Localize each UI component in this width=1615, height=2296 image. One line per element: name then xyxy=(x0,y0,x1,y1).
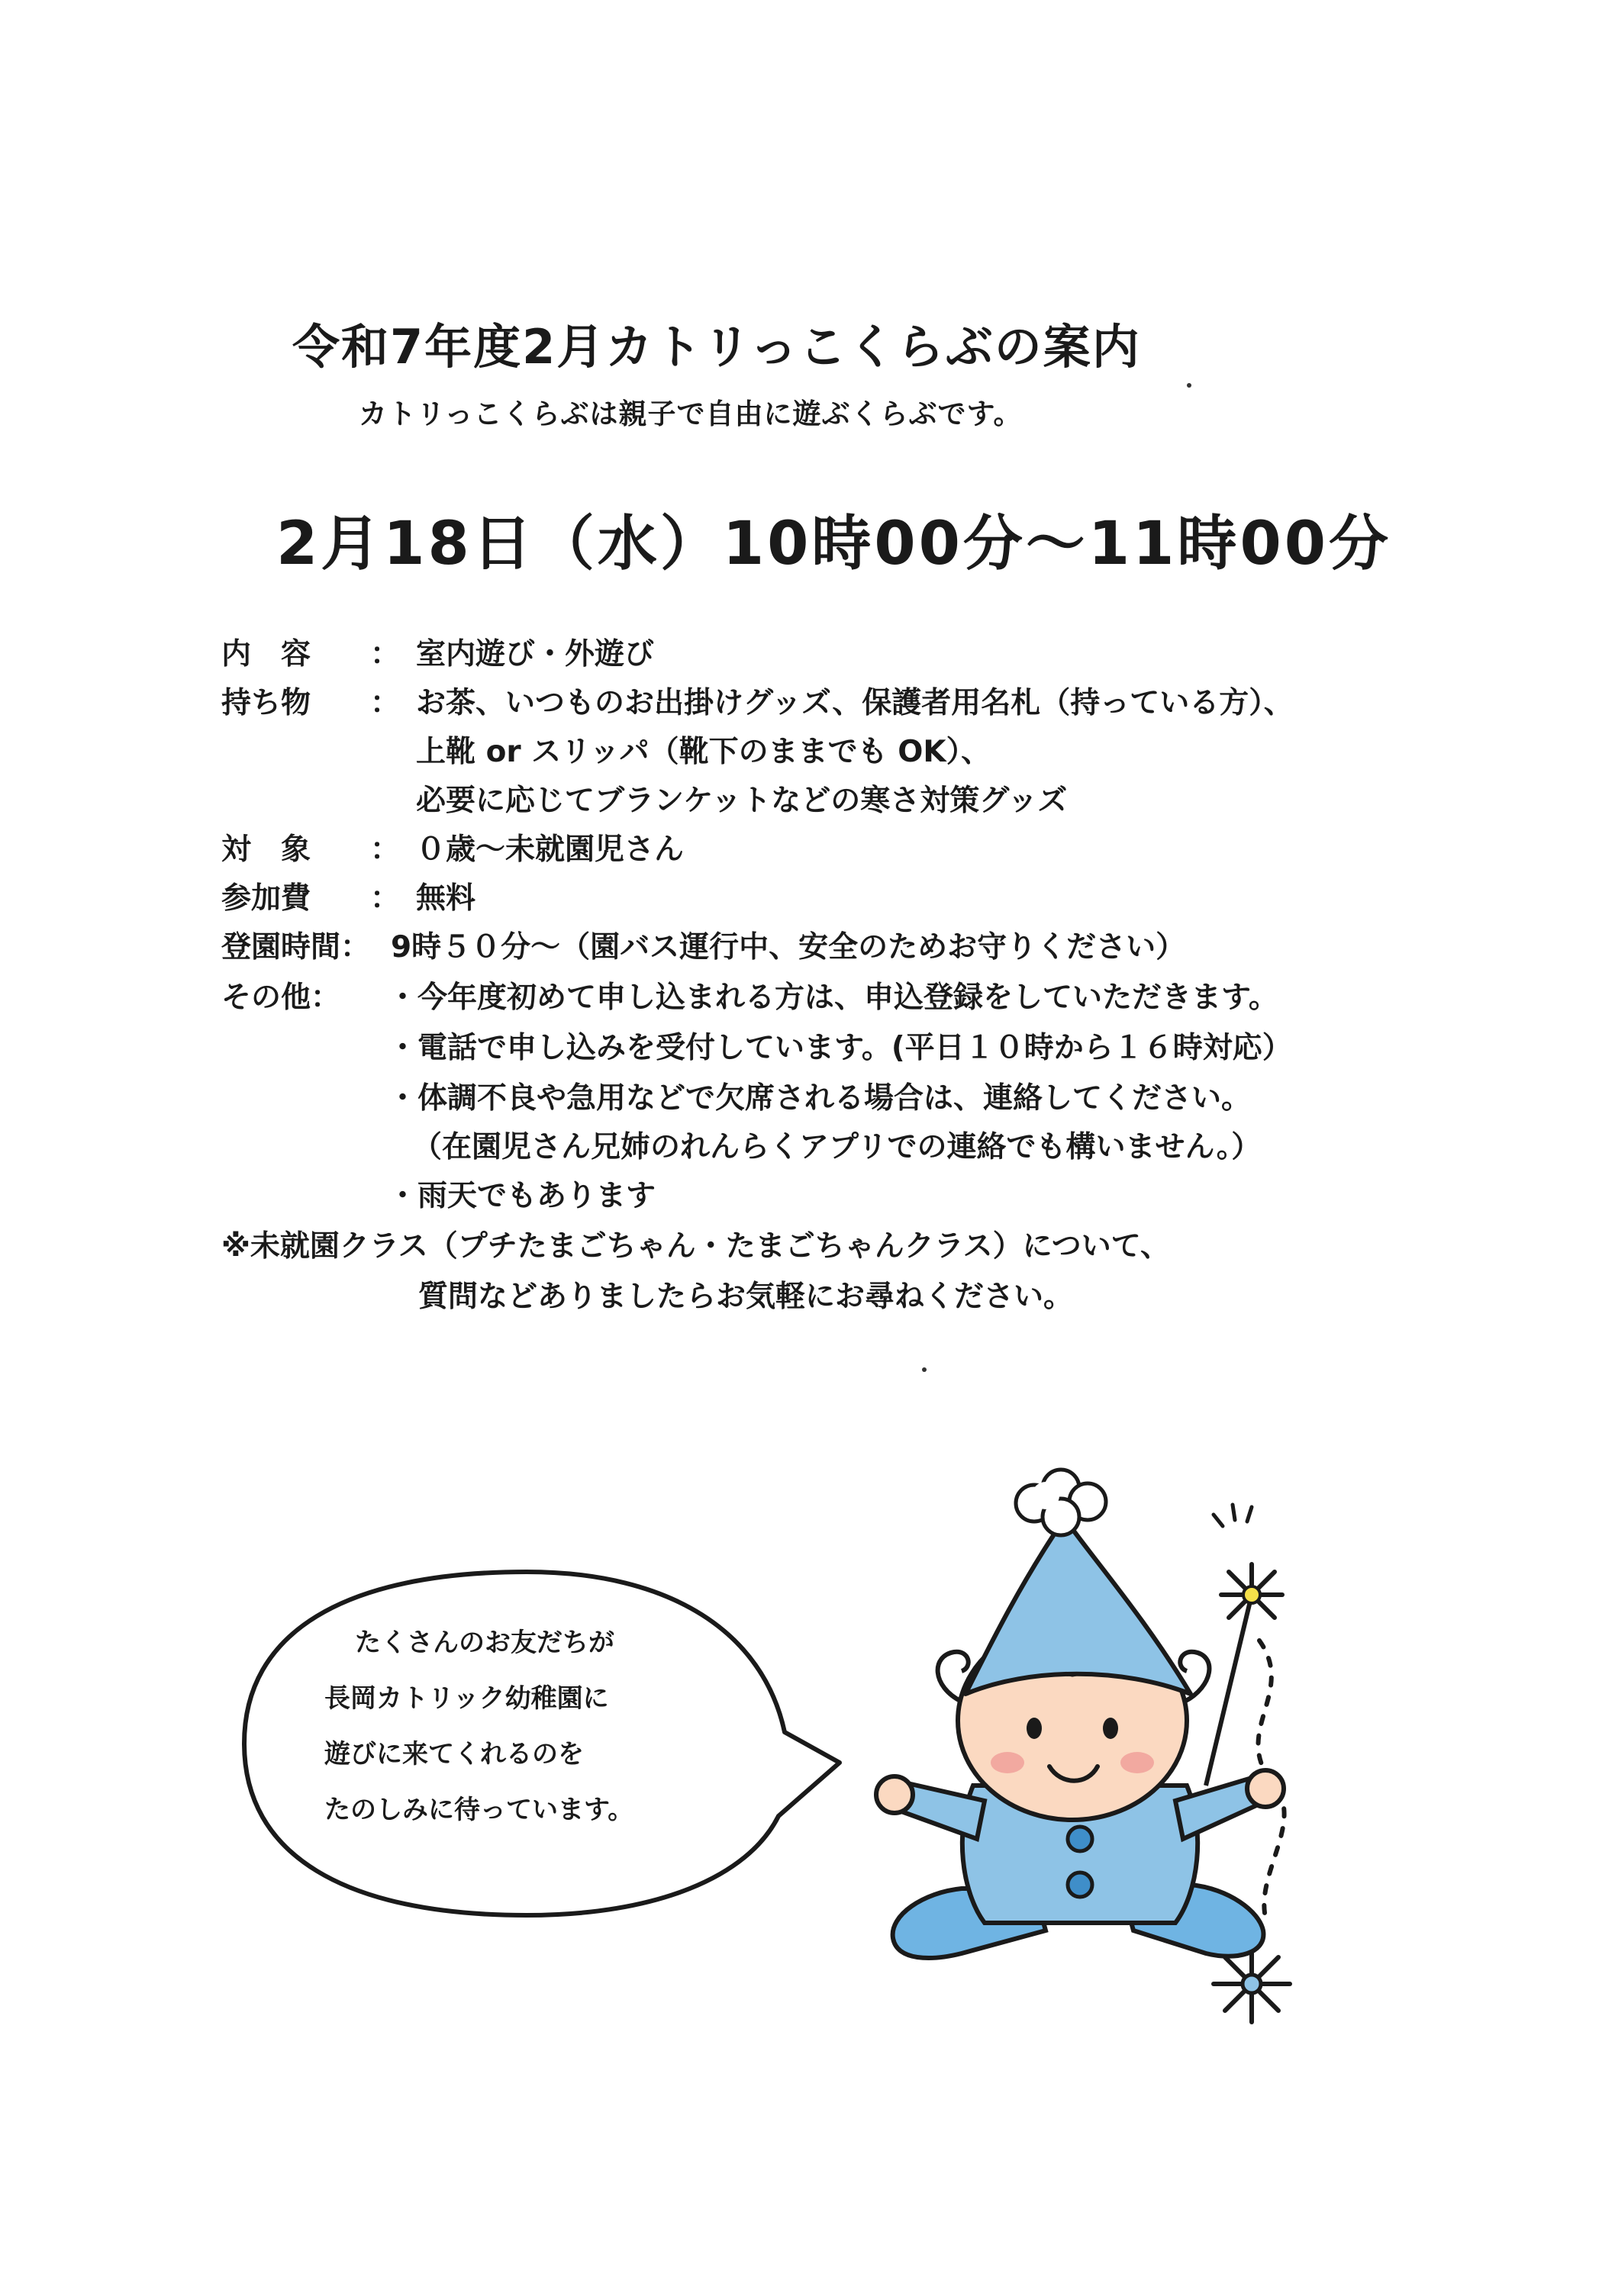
content-label: 内 容 xyxy=(221,637,311,671)
bubble-line: 長岡カトリック幼稚園に xyxy=(324,1683,609,1714)
scan-speck xyxy=(922,1367,927,1372)
other-line: ・雨天でもあります xyxy=(388,1179,656,1213)
belongings-line: 上靴 or スリッパ（靴下のままでも OK）、 xyxy=(416,735,991,769)
page-title: 令和7年度2月カトリっこくらぶの案内 xyxy=(292,319,1141,375)
other-line: ・電話で申し込みを受付しています。(平日１０時から１６時対応） xyxy=(388,1031,1292,1065)
fee-colon: ： xyxy=(370,881,401,916)
fee-label: 参加費 xyxy=(221,881,311,916)
content-colon: ： xyxy=(370,637,401,671)
other-line: （在園児さん兄姉のれんらくアプリでの連絡でも構いません。） xyxy=(412,1130,1262,1164)
page-subtitle: カトリっこくらぶは親子で自由に遊ぶくらぶです。 xyxy=(359,398,1023,430)
belongings-label: 持ち物 xyxy=(221,686,311,720)
bubble-line: 遊びに来てくれるのを xyxy=(324,1739,584,1769)
belongings-line: お茶、いつものお出掛けグッズ、保護者用名札（持っている方）、 xyxy=(416,686,1294,720)
target-colon: ： xyxy=(370,832,401,867)
note-line: 質問などありましたらお気軽にお尋ねください。 xyxy=(418,1280,1074,1314)
magic-wand-icon xyxy=(1206,1564,1285,1923)
belongings-line: 必要に応じてブランケットなどの寒さ対策グッズ xyxy=(416,784,1068,818)
target-label: 対 象 xyxy=(221,832,311,867)
other-line: ・今年度初めて申し込まれる方は、申込登録をしていただきます。 xyxy=(388,981,1278,1015)
event-datetime: 2月18日（水）10時00分～11時00分 xyxy=(276,510,1391,578)
bubble-line: たくさんのお友だちが xyxy=(355,1628,614,1658)
target-value: ０歳～未就園児さん xyxy=(416,832,685,867)
arrival-label: 登園時間： xyxy=(221,930,371,964)
child-mascot-illustration xyxy=(870,1465,1359,2045)
other-label: その他： xyxy=(221,981,341,1015)
note-line: ※未就園クラス（プチたまごちゃん・たまごちゃんクラス）について、 xyxy=(221,1229,1171,1264)
scan-speck xyxy=(1187,383,1191,388)
belongings-colon: ： xyxy=(370,686,401,720)
arrival-value: 9時５０分～（園バス運行中、安全のためお守りください） xyxy=(391,930,1186,964)
bubble-line: たのしみに待っています。 xyxy=(324,1795,634,1825)
content-value: 室内遊び・外遊び xyxy=(416,637,655,671)
fee-value: 無料 xyxy=(416,881,476,916)
other-line: ・体調不良や急用などで欠席される場合は、連絡してください。 xyxy=(388,1081,1252,1116)
